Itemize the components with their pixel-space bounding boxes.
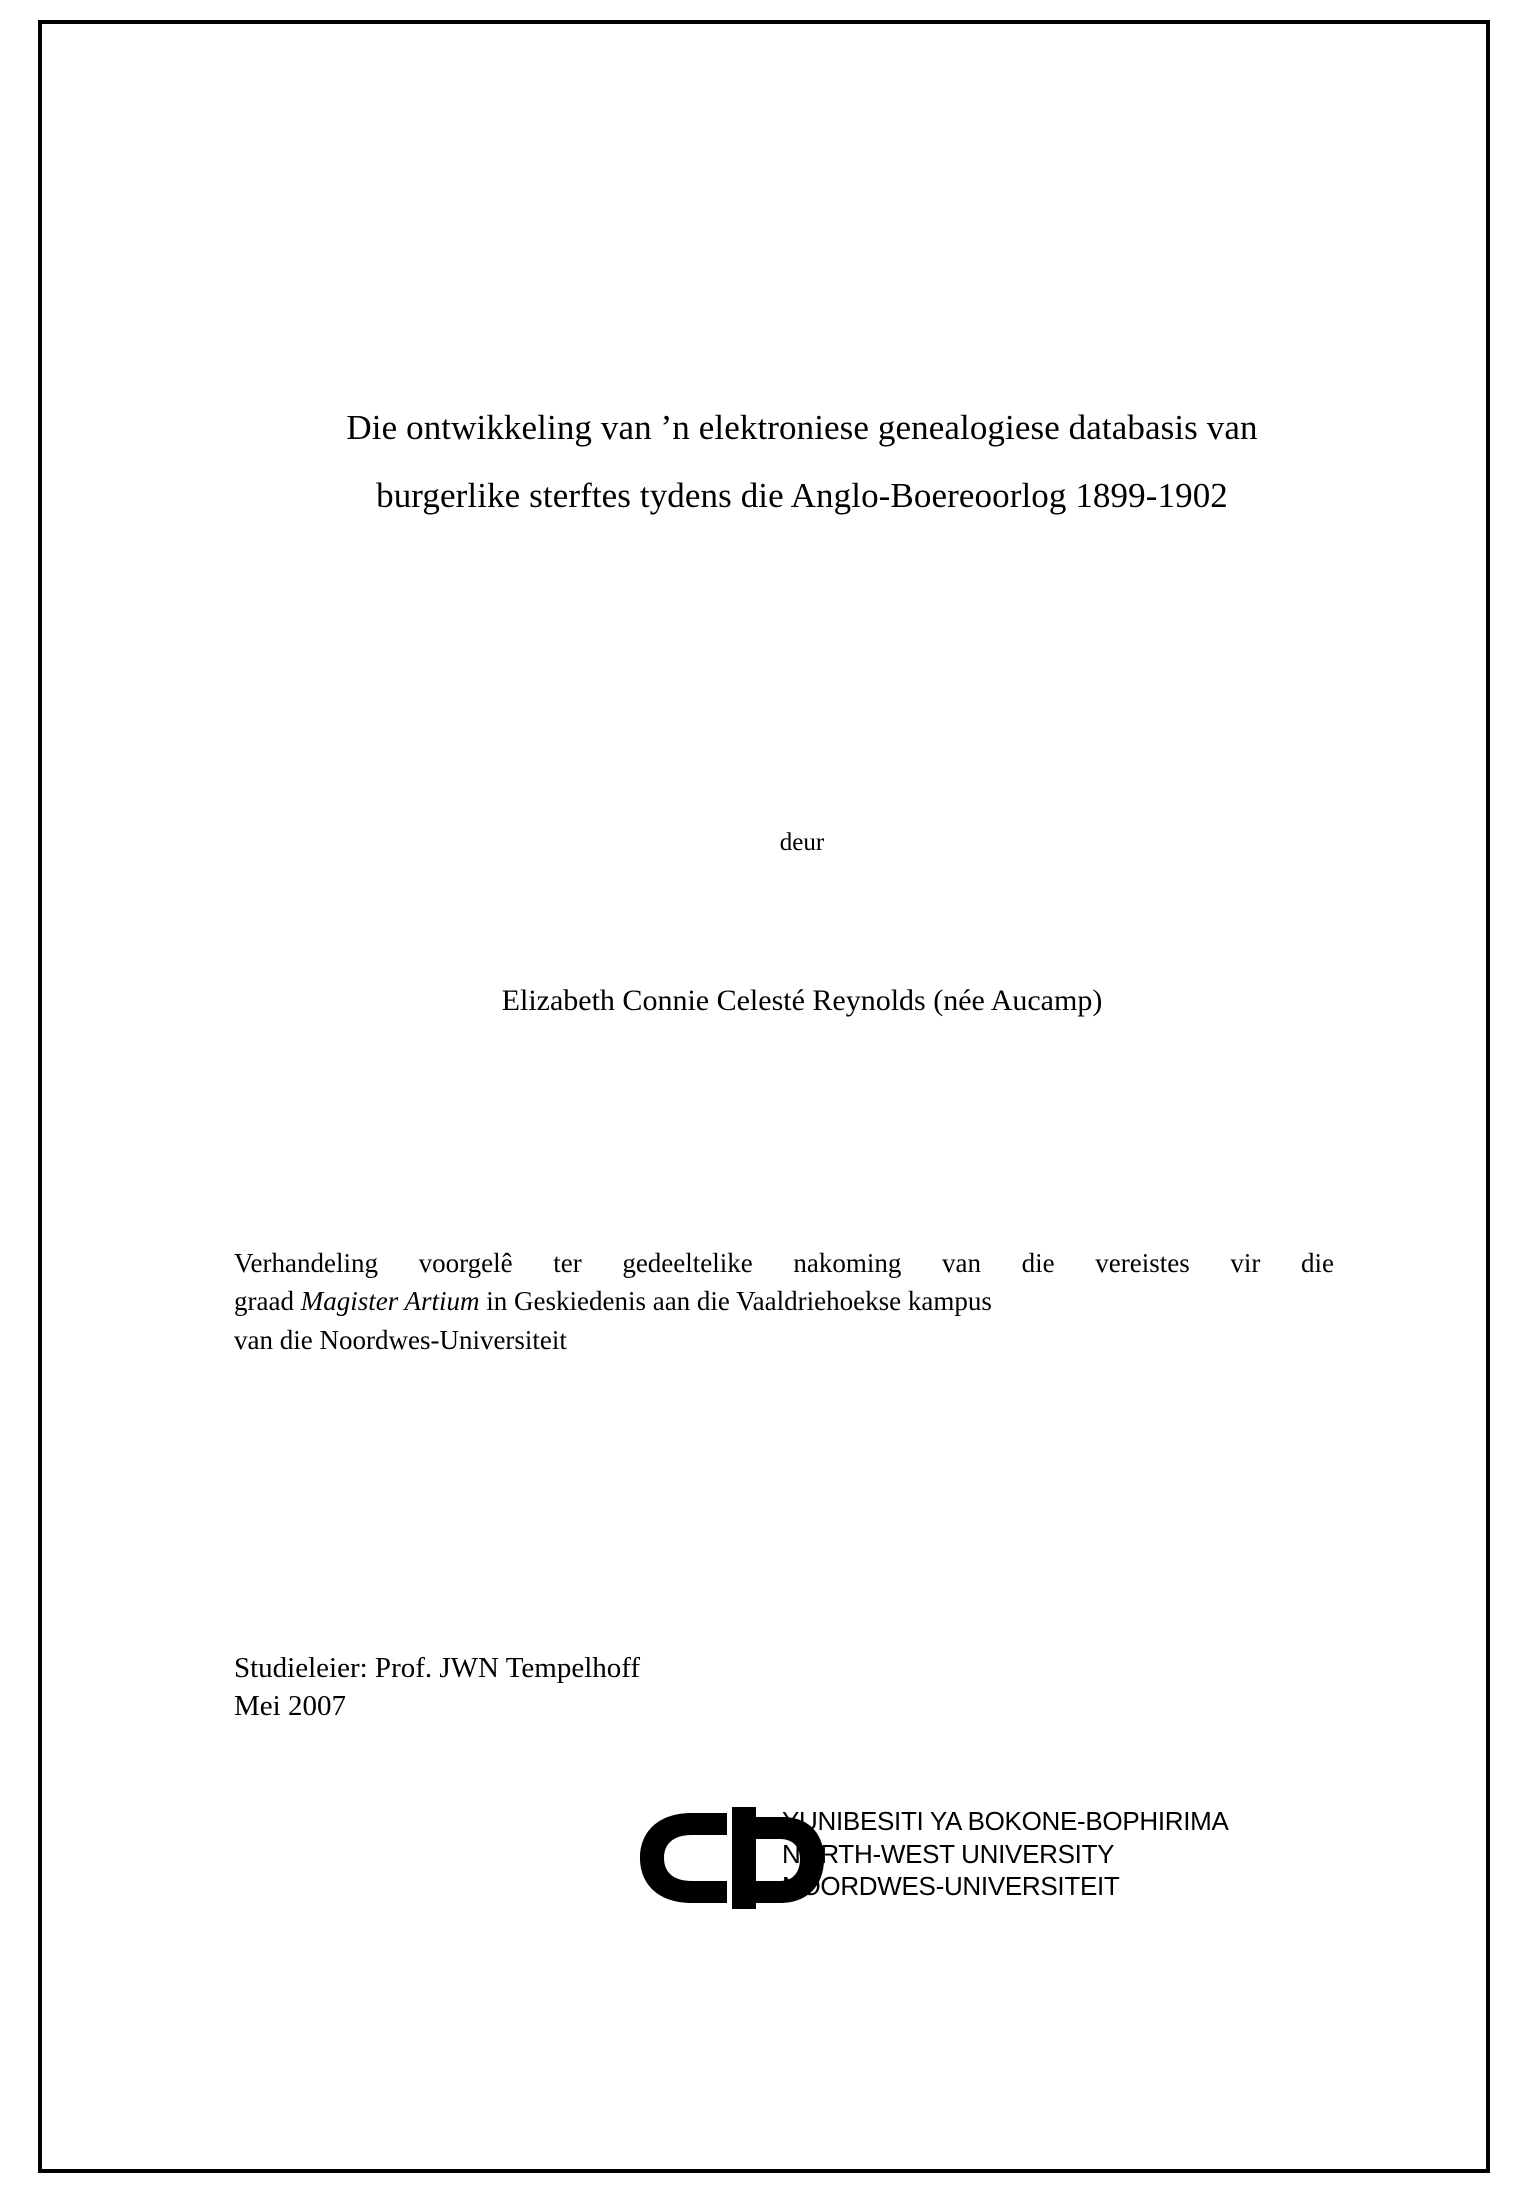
degree-statement-line-3: van die Noordwes-Universiteit <box>234 1324 567 1355</box>
scan-edge-bottom <box>0 2173 1527 2206</box>
by-word-label: deur <box>779 829 825 856</box>
degree-statement <box>234 1244 1334 1359</box>
title-page-content <box>192 24 1412 2177</box>
title-line-1: Die ontwikkeling van ’n elektroniese genealogiese databasis van <box>346 408 1258 447</box>
degree-statement-line-2-prefix: graad <box>234 1286 301 1317</box>
logo-text-line-3: NOORDWES-UNIVERSITEIT <box>782 1871 1120 1901</box>
degree-statement-line-2-suffix: in Geskiedenis aan die Vaaldriehoekse kampus <box>479 1286 992 1317</box>
degree-name-italic: Magister Artium <box>300 1286 480 1317</box>
author-name: Elizabeth Connie Celesté Reynolds (née Aucamp) <box>501 984 1103 1017</box>
scan-edge-left <box>0 0 38 2206</box>
date-line: Mei 2007 <box>234 1690 346 1723</box>
university-logo <box>632 1799 1272 1919</box>
logo-text-line-1: YUNIBESITI YA BOKONE-BOPHIRIMA <box>782 1806 1229 1836</box>
page-title <box>232 394 1372 531</box>
supervisor-block <box>234 1649 1134 1726</box>
logo-text-line-2: NORTH-WEST UNIVERSITY <box>782 1838 1115 1869</box>
page-border-frame <box>38 20 1490 2173</box>
title-line-2: burgerlike sterftes tydens die Anglo-Boereoorlog 1899-1902 <box>376 476 1228 516</box>
degree-statement-line-2 <box>234 1282 1334 1320</box>
university-logo-text <box>782 1805 1229 1903</box>
degree-statement-line-1: Verhandeling voorgelê ter gedeeltelike nakoming van die vereistes vir die <box>234 1248 1334 1278</box>
supervisor-line: Studieleier: Prof. JWN Tempelhoff <box>234 1652 641 1684</box>
